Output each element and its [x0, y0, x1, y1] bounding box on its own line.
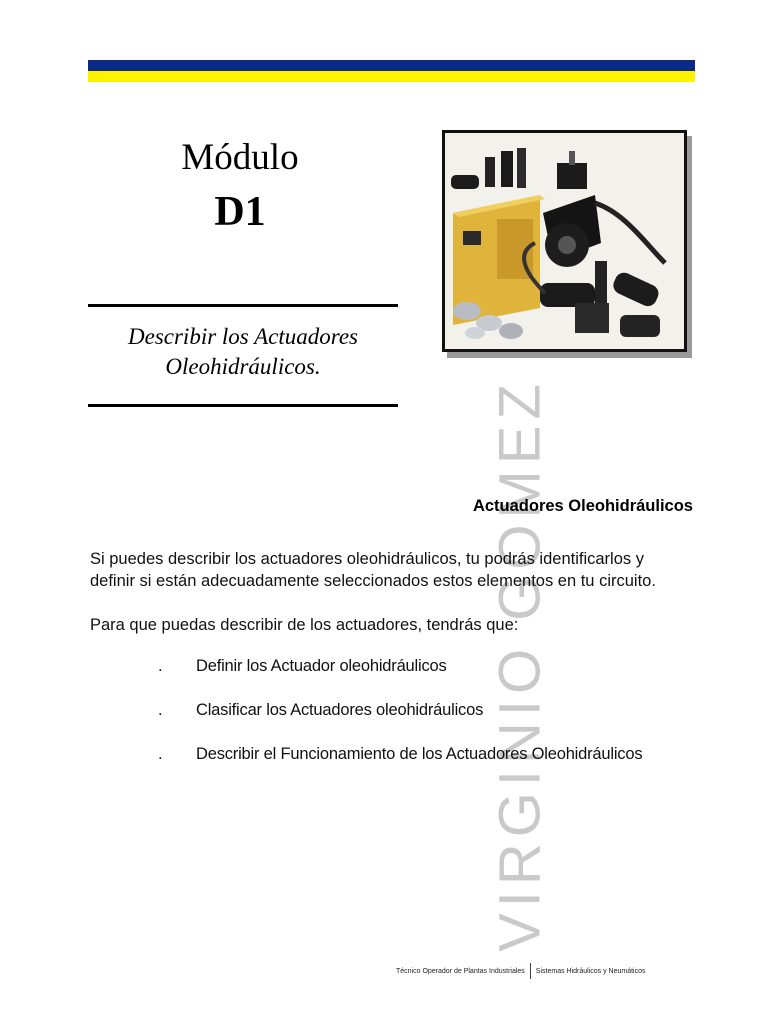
- bullet-marker: .: [158, 745, 163, 763]
- section-heading: Actuadores Oleohidráulicos: [472, 497, 693, 515]
- header-stripe-blue: [88, 60, 695, 71]
- watermark: VIRGINIO GOMEZ: [487, 378, 553, 952]
- objective-item: Describir el Funcionamiento de los Actuadores Oleohidráulicos: [196, 745, 643, 763]
- header-stripe-yellow: [88, 71, 695, 82]
- subtitle-line-1: Describir los Actuadores: [128, 324, 358, 349]
- module-subtitle: [88, 322, 398, 382]
- divider-top: [88, 304, 398, 307]
- intro-line-2: definir si están adecuadamente seleccionados estos elementos en tu circuito.: [90, 572, 656, 590]
- footer-left: Técnico Operador de Plantas Industriales: [396, 967, 525, 975]
- module-label: Módulo: [181, 137, 299, 178]
- intro-paragraph: [90, 548, 710, 592]
- footer-right: Sistemas Hidráulicos y Neumáticos: [535, 967, 646, 975]
- objective-item: Clasificar los Actuadores oleohidráulicos: [196, 701, 484, 719]
- subtitle-line-2: Oleohidráulicos.: [165, 354, 321, 379]
- module-code: D1: [214, 189, 266, 235]
- bullet-marker: .: [158, 657, 163, 675]
- bullet-marker: .: [158, 701, 163, 719]
- divider-bottom: [88, 404, 398, 407]
- footer-separator: [530, 963, 531, 979]
- objectives-lead: Para que puedas describir de los actuadores, tendrás que:: [90, 616, 519, 634]
- intro-line-1: Si puedes describir los actuadores oleohidráulicos, tu podrás identificarlos y: [90, 550, 644, 568]
- page-footer: [396, 963, 646, 979]
- hydraulic-tools-photo: [442, 130, 687, 352]
- objective-item: Definir los Actuador oleohidráulicos: [196, 657, 447, 675]
